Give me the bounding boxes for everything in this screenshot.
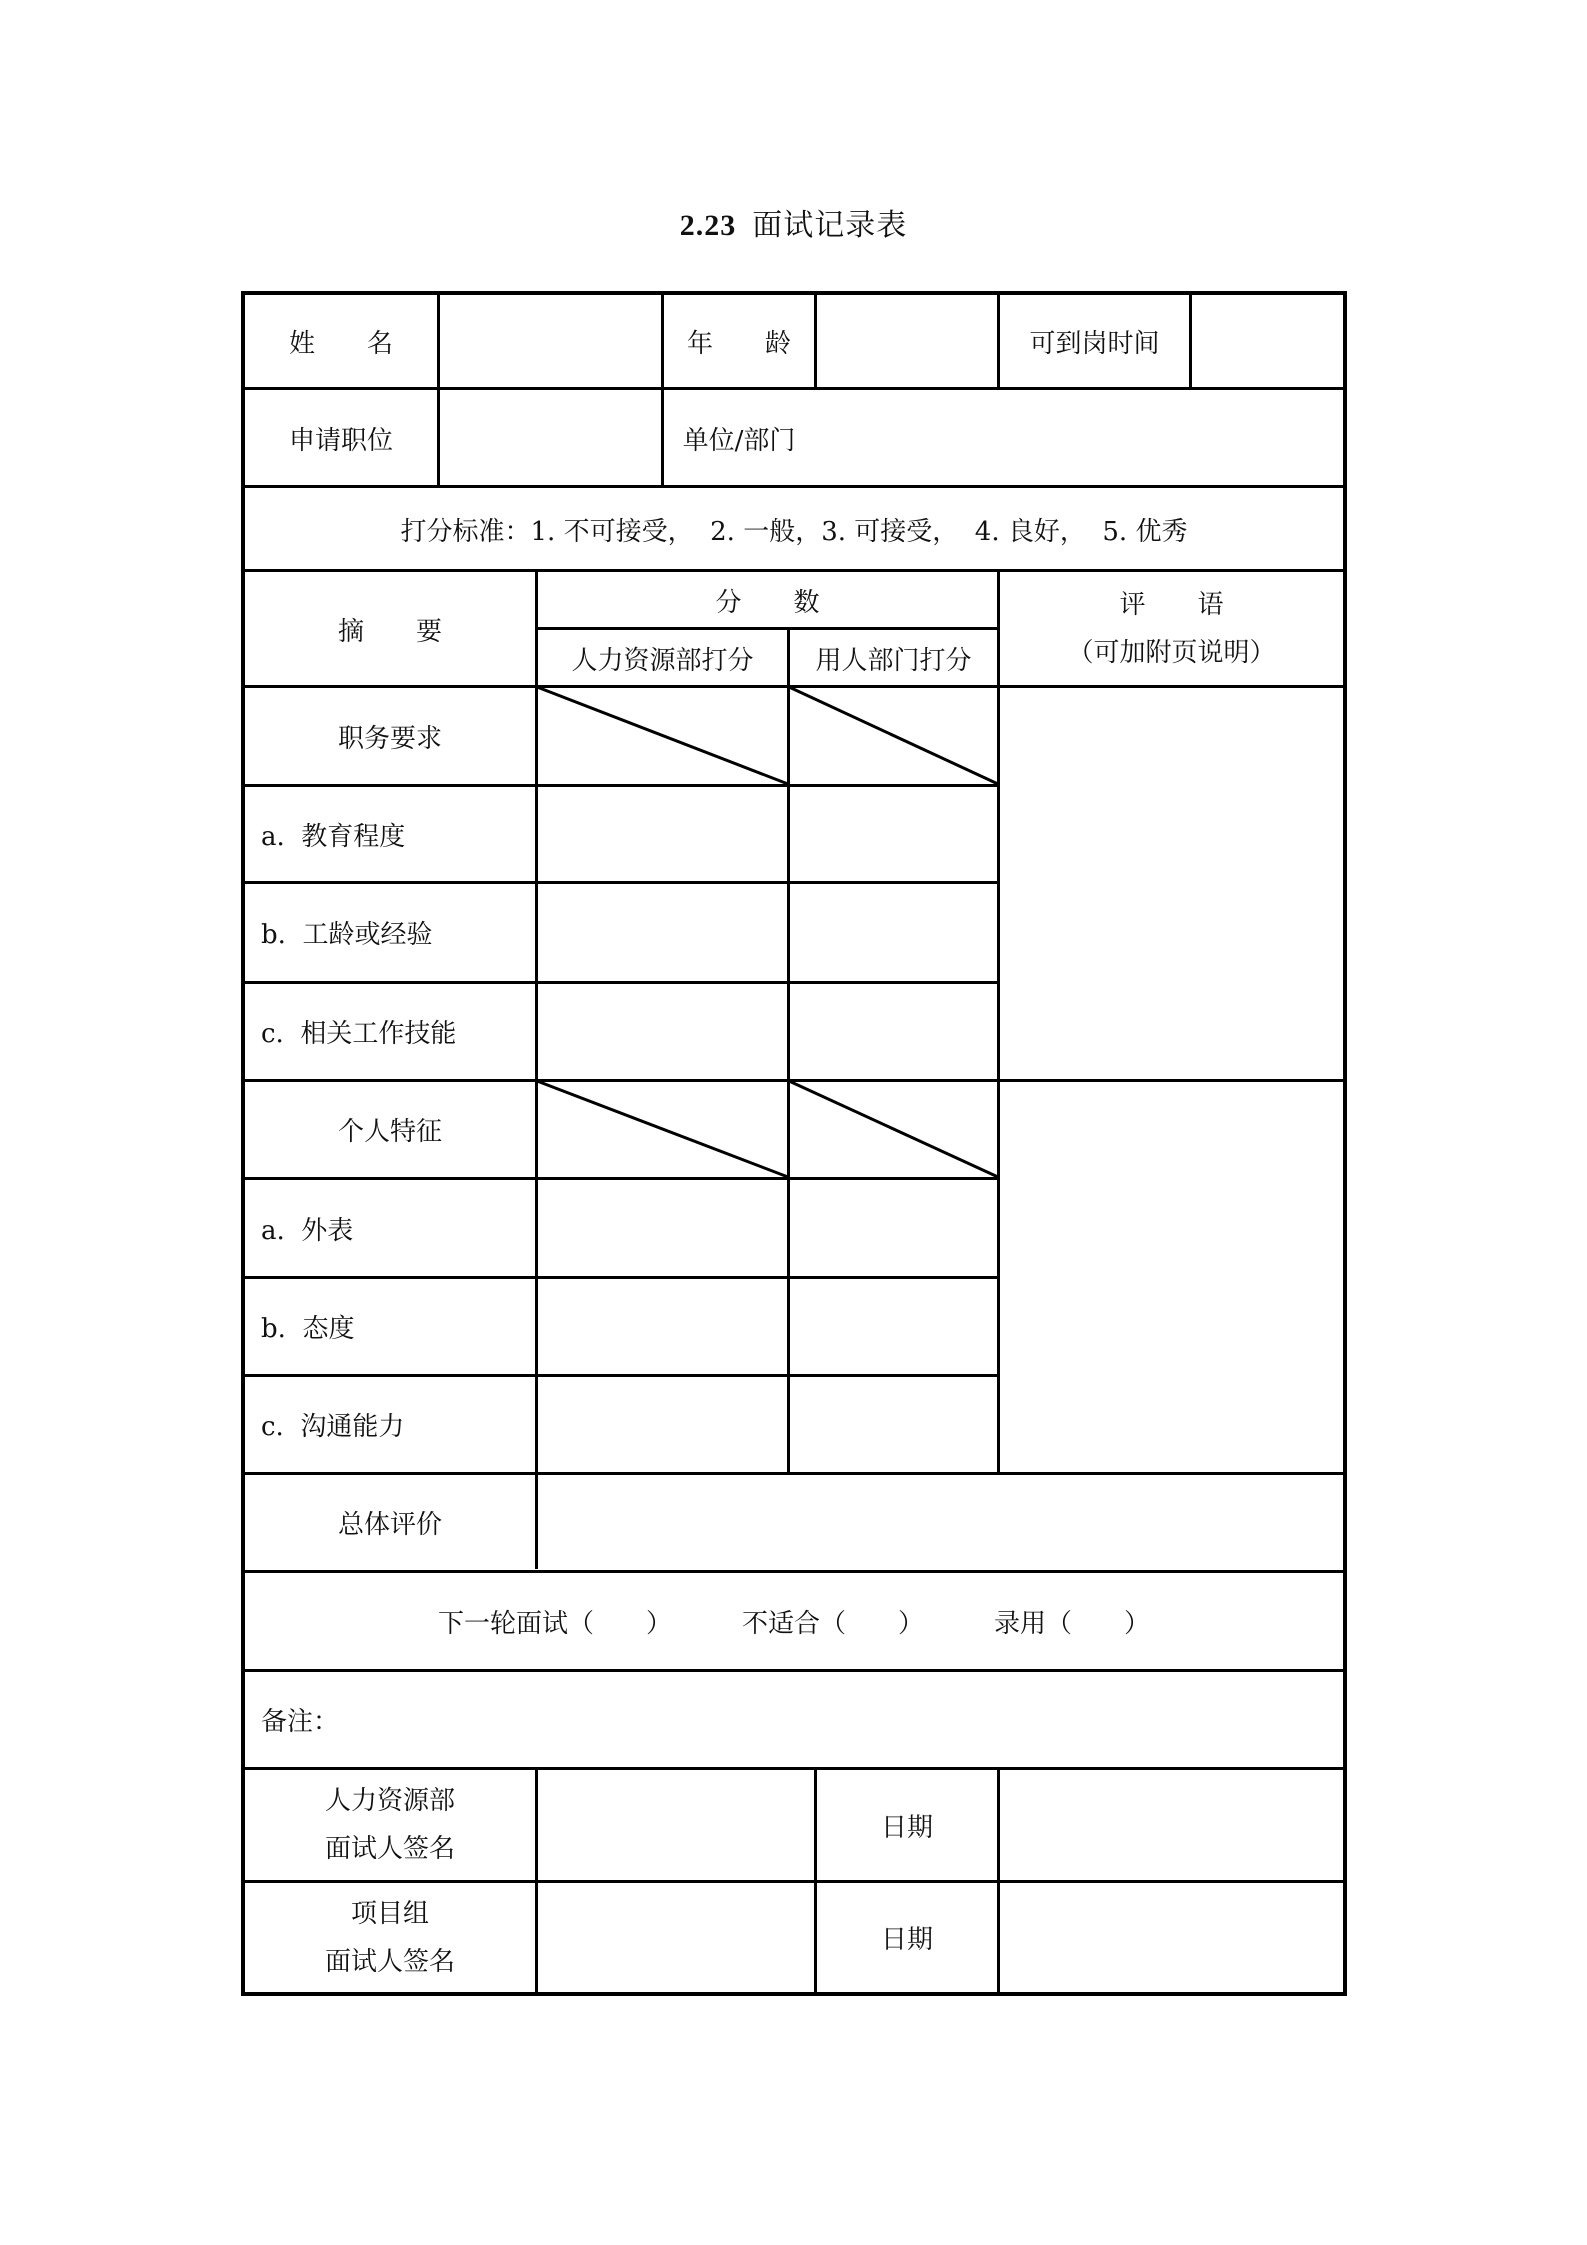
- hr-score-field[interactable]: [538, 1377, 787, 1472]
- section-title-personal-traits: 个人特征: [337, 1117, 442, 1147]
- notes-field[interactable]: [245, 1672, 1343, 1767]
- name-field[interactable]: [440, 294, 661, 388]
- available-date-label: 可到岗时间: [1029, 328, 1160, 359]
- comment-field-personal-traits[interactable]: [1000, 1082, 1343, 1472]
- item-label: c. 沟通能力: [261, 1412, 405, 1442]
- title-text: 面试记录表: [752, 208, 908, 243]
- hr-score-field[interactable]: [538, 984, 787, 1079]
- diagonal-slash-icon: [789, 1081, 999, 1178]
- signature-label-line1: 人力资源部: [324, 1786, 455, 1816]
- dept-score-field[interactable]: [790, 984, 997, 1079]
- hr-score-field[interactable]: [538, 787, 787, 881]
- diagonal-slash-icon: [537, 687, 789, 785]
- signature-label-line2: 面试人签名: [324, 1834, 455, 1864]
- dept-score-field[interactable]: [790, 787, 997, 881]
- comment-header: [1000, 572, 1343, 686]
- name-label: 姓 名: [288, 328, 393, 359]
- project-signature-label: [245, 1883, 535, 1992]
- signature-label-line1: 项目组: [350, 1898, 429, 1929]
- hire-option[interactable]: 录用（ ）: [994, 1608, 1151, 1639]
- overall-evaluation-label: 总体评价: [337, 1510, 442, 1540]
- project-signature-field[interactable]: [538, 1883, 814, 1992]
- hr-score-field[interactable]: [538, 884, 787, 981]
- hr-date-label: 日期: [880, 1812, 933, 1843]
- unsuitable-option[interactable]: 不适合（ ）: [741, 1608, 924, 1639]
- scoring-standard: 打分标准：1. 不可接受， 2. 一般，3. 可接受， 4. 良好， 5. 优秀: [400, 516, 1188, 547]
- comment-header-title: 评 语: [1119, 590, 1224, 620]
- dept-score-header: 用人部门打分: [815, 645, 972, 676]
- item-label: a. 教育程度: [261, 821, 406, 852]
- age-field[interactable]: [817, 294, 997, 388]
- hr-score-header: 人力资源部打分: [571, 645, 754, 676]
- section-title-job-requirements: 职务要求: [337, 723, 442, 754]
- department-label: 单位/部门: [682, 425, 796, 456]
- position-label: 申请职位: [288, 425, 393, 456]
- item-label: b. 态度: [261, 1314, 355, 1344]
- available-date-field[interactable]: [1192, 294, 1343, 388]
- signature-label-line2: 面试人签名: [324, 1946, 455, 1977]
- decision-row: [245, 1573, 1343, 1669]
- summary-header: 摘 要: [337, 616, 442, 647]
- overall-evaluation-field[interactable]: [538, 1475, 1343, 1570]
- project-date-field[interactable]: [1000, 1883, 1343, 1992]
- position-field[interactable]: [440, 390, 661, 486]
- hr-score-field[interactable]: [538, 1279, 787, 1374]
- hr-signature-field[interactable]: [538, 1770, 814, 1880]
- section-number: 2.23: [679, 209, 737, 242]
- dept-score-field[interactable]: [790, 1180, 997, 1276]
- project-date-label: 日期: [880, 1925, 933, 1955]
- score-header: 分 数: [715, 587, 820, 618]
- hr-score-field[interactable]: [538, 1180, 787, 1276]
- age-label: 年 龄: [686, 328, 791, 359]
- notes-label: 备注：: [261, 1707, 340, 1737]
- diagonal-slash-icon: [537, 1081, 789, 1178]
- department-field[interactable]: [817, 390, 1343, 486]
- item-label: a. 外表: [261, 1215, 354, 1246]
- dept-score-field[interactable]: [790, 884, 997, 981]
- item-label: b. 工龄或经验: [261, 920, 433, 950]
- hr-signature-label: [245, 1770, 535, 1880]
- comment-field-job-requirements[interactable]: [1000, 688, 1343, 1079]
- page-title: [0, 200, 1587, 244]
- diagonal-slash-icon: [789, 687, 999, 785]
- hr-date-field[interactable]: [1000, 1770, 1343, 1880]
- next-round-option[interactable]: 下一轮面试（ ）: [437, 1608, 672, 1639]
- dept-score-field[interactable]: [790, 1377, 997, 1472]
- comment-header-note: （可加附页说明）: [1067, 638, 1276, 668]
- item-label: c. 相关工作技能: [261, 1019, 457, 1049]
- dept-score-field[interactable]: [790, 1279, 997, 1374]
